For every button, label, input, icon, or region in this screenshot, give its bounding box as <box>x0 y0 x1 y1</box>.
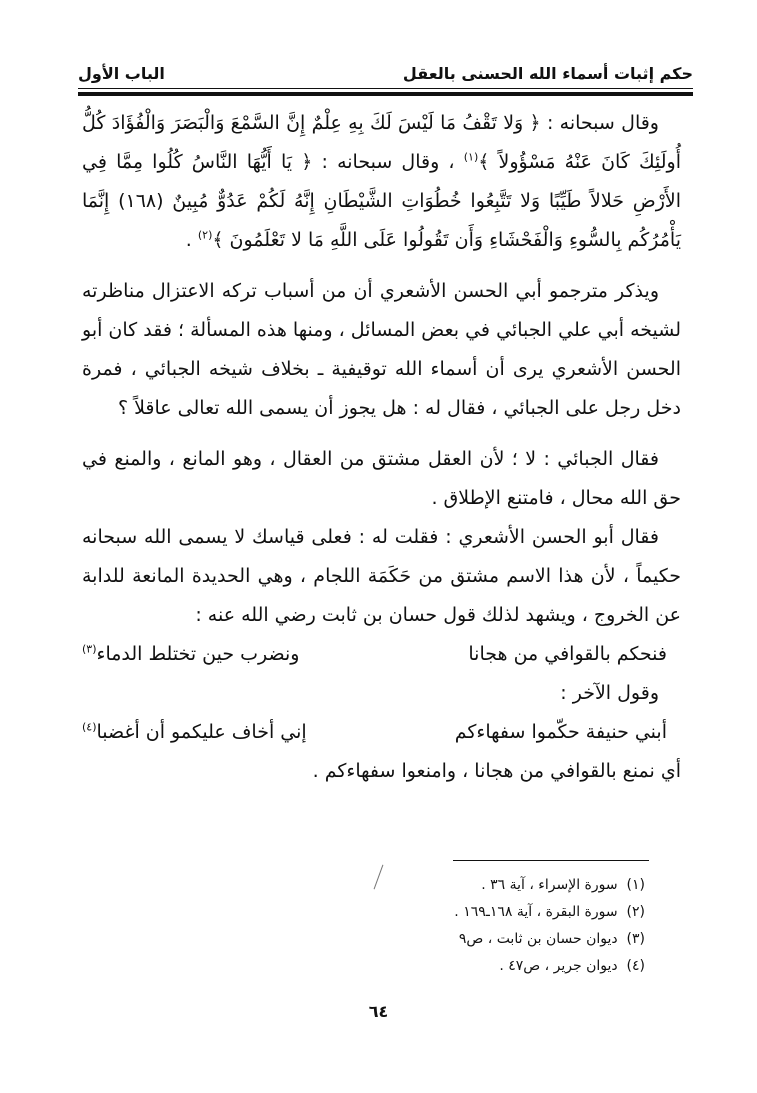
footnote-ref-1: (١) <box>463 150 479 164</box>
verse-hemistich-first: فنحكم بالقوافي من هجانا <box>468 643 667 665</box>
chapter-title: الباب الأول <box>78 64 165 83</box>
verse-line-hassan <box>82 635 681 674</box>
footnotes <box>315 872 645 980</box>
footnote-item: (٣) ديوان حسان بن ثابت ، ص٩ <box>458 931 645 947</box>
footnote-ref-2: (٢) <box>197 228 213 242</box>
paragraph-ashari-reply: فقال أبو الحسن الأشعري : فقلت له : فعلى قياسك لا يسمى الله سبحانه حكيماً ، لأن هذا الاسم مشتق من حَكَمَة اللجام ، وهي الحديدة المانعة للدابة عن الخروج ، ويشهد لذلك قول حسان بن ثابت رضي الله عنه : <box>82 526 681 626</box>
paragraph-explanation: أي نمنع بالقوافي من هجانا ، وامنعوا سفهاءكم . <box>312 760 681 782</box>
footnote-item: (٤) ديوان جرير ، ص٤٧ . <box>499 958 645 974</box>
footnote-ref-4: (٤) <box>82 720 97 734</box>
body-text <box>82 104 681 791</box>
quran-verse-1: وقال سبحانه : ﴿ وَلا تَقْفُ مَا لَيْسَ لَكَ بِهِ عِلْمٌ إِنَّ السَّمْعَ وَالْبَصَرَ وَالْفُؤَادَ كُلُّ أُولَئِكَ كَانَ عَنْهُ مَسْؤُولاً ﴾ <box>82 112 682 173</box>
paragraph-quran-verses <box>82 104 681 260</box>
verse-hemistich-second: ونضرب حين تختلط الدماء$^{(٣)}$ <box>82 642 300 665</box>
paragraph-end-dot: . <box>185 229 192 251</box>
verse-hemistich-second: إني أخاف عليكمو أن أغضبا$^{(٤)}$ <box>82 720 307 743</box>
paragraph-other-poet: وقول الآخر : <box>560 682 659 704</box>
footnote-item: (٢) سورة البقرة ، آية ١٦٨ـ١٦٩ . <box>454 904 645 920</box>
footnote-separator <box>453 860 649 861</box>
book-title: حكم إثبات أسماء الله الحسنى بالعقل <box>402 64 693 83</box>
paragraph-ashari-intro: ويذكر مترجمو أبي الحسن الأشعري أن من أسباب تركه الاعتزال مناظرته لشيخه أبي علي الجبائي في بعض المسائل ، ومنها هذه المسألة ؛ فقد كان أبو الحسن الأشعري يرى أن أسماء الله توقيفية ـ بخلاف شيخه الجبائي ، فمرة دخل رجل على الجبائي ، فقال له : هل يجوز أن يسمى الله تعالى عاقلاً ؟ <box>82 280 681 419</box>
running-header <box>78 60 693 88</box>
quran-verse-2: ، وقال سبحانه : ﴿ يَا أَيُّهَا النَّاسُ كُلُوا مِمَّا فِي الأَرْضِ حَلالاً طَيِّبًا وَلا تَتَّبِعُوا خُطُوَاتِ الشَّيْطَانِ إِنَّهُ لَكُمْ عَدُوٌّ مُبِينٌ (١٦٨) إِنَّمَا يَأْمُرُكُم بِالسُّوءِ وَالْفَحْشَاءِ وَأَن تَقُولُوا عَلَى اللَّهِ مَا لا تَعْلَمُونَ ﴾ <box>82 151 681 251</box>
verse-line-jarir <box>82 713 681 752</box>
footnote-ref-3: (٣) <box>82 642 97 656</box>
header-rule-thin <box>78 88 693 89</box>
paragraph-jubbai-answer: فقال الجبائي : لا ؛ لأن العقل مشتق من العقال ، وهو المانع ، والمنع في حق الله محال ، فامتنع الإطلاق . <box>82 448 681 509</box>
verse-hemistich-first: أبني حنيفة حكّموا سفهاءكم <box>454 721 667 743</box>
header-rule-thick <box>78 92 693 96</box>
page-number: ٦٤ <box>368 1002 389 1021</box>
footnote-item: (١) سورة الإسراء ، آية ٣٦ . <box>481 877 645 893</box>
